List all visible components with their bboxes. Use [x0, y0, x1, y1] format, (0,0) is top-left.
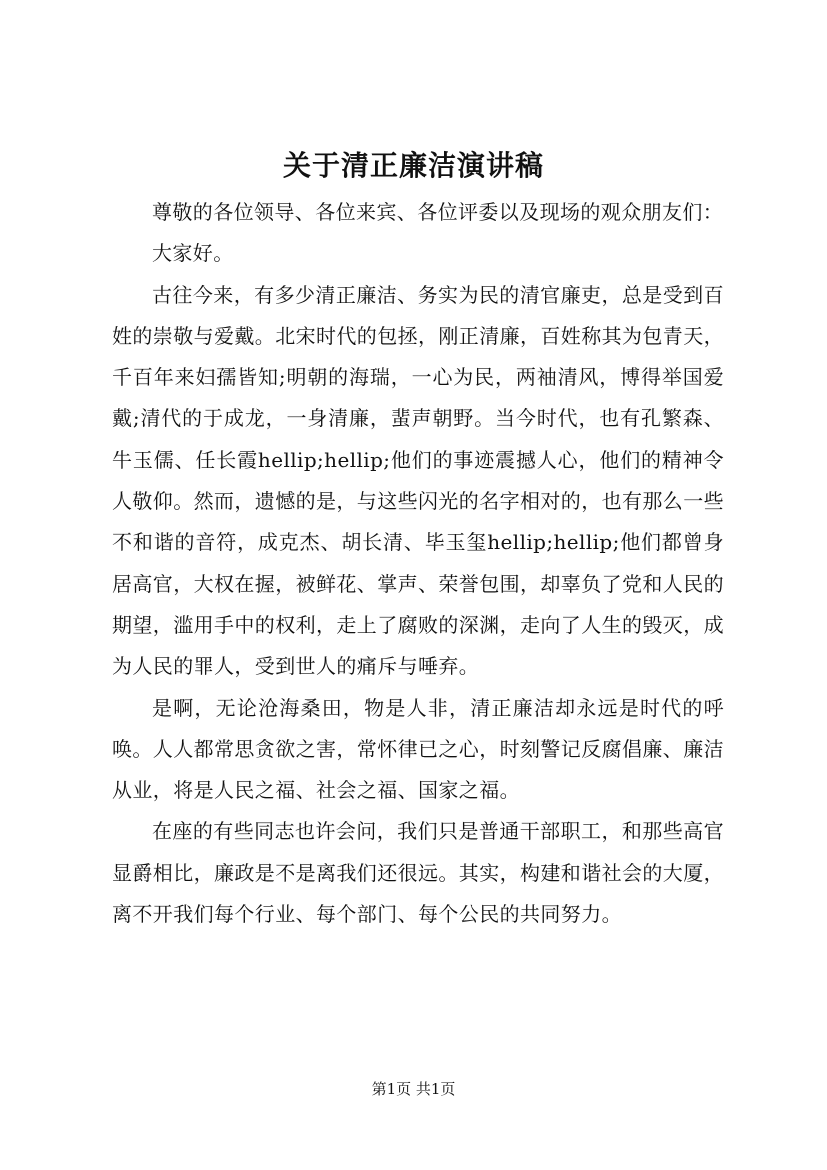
paragraph-history: 古往今来，有多少清正廉洁、务实为民的清官廉吏，总是受到百姓的崇敬与爱戴。北宋时代的包拯，刚正清廉，百姓称其为包青天，千百年来妇孺皆知;明朝的海瑞，一心为民，两袖清风，博得举国爱戴;清代的于成龙，一身清廉，蜚声朝野。当今时代，也有孔繁森、牛玉儒、任长霞hellip;hellip;他们的事迹震撼人心，他们的精神令人敬仰。然而，遗憾的是，与这些闪光的名字相对的，也有那么一些不和谐的音符，成克杰、胡长清、毕玉玺hellip;hellip;他们都曾身居高官，大权在握，被鲜花、掌声、荣誉包围，却辜负了党和人民的期望，滥用手中的权利，走上了腐败的深渊，走向了人生的毁灭，成为人民的罪人，受到世人的痛斥与唾弃。	[112, 282, 724, 679]
paragraph-greeting: 大家好。	[152, 241, 234, 266]
document-body	[112, 192, 724, 935]
page-footer: 第1页 共1页	[371, 1080, 456, 1098]
paragraph-salutation: 尊敬的各位领导、各位来宾、各位评委以及现场的观众朋友们：	[152, 200, 724, 224]
paragraph-call: 是啊，无论沧海桑田，物是人非，清正廉洁却永远是时代的呼唤。人人都常思贪欲之害，常怀律已之心，时刻警记反腐倡廉、廉洁从业，将是人民之福、社会之福、国家之福。	[112, 695, 724, 803]
document-title: 关于清正廉洁演讲稿	[282, 149, 544, 182]
paragraph-question: 在座的有些同志也许会问，我们只是普通干部职工，和那些高官显爵相比，廉政是不是离我们还很远。其实，构建和谐社会的大厦，离不开我们每个行业、每个部门、每个公民的共同努力。	[112, 819, 724, 927]
